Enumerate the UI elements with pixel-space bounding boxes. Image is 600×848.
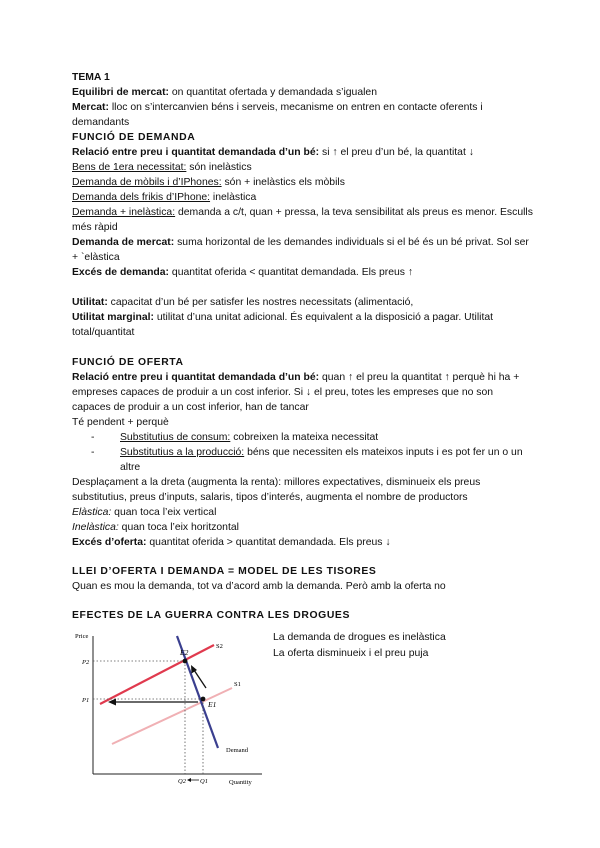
demanda-mercat-label: Demanda de mercat: xyxy=(72,237,175,248)
exces-oferta-paragraph xyxy=(72,535,534,550)
equilibri-label: Equilibri de mercat: xyxy=(72,87,170,98)
substitutius-produccio-text: béns que necessiten els mateixos inputs i es pot fer un o un altre xyxy=(120,447,523,473)
inelastica-oferta-label: Inelàstica: xyxy=(72,522,119,533)
marginal-label: Utilitat marginal: xyxy=(72,312,154,323)
demanda-relacio-text: si ↑ el preu d’un bé, la quantitat ↓ xyxy=(319,147,474,158)
chart-notes xyxy=(273,630,446,662)
marginal-paragraph xyxy=(72,310,534,340)
oferta-heading: FUNCIÓ DE OFERTA xyxy=(72,357,184,368)
demanda-relacio xyxy=(72,145,534,160)
equilibri-text: on quantitat ofertada y demandada s’igualen xyxy=(169,87,377,98)
point-label-e2: E2 xyxy=(180,648,189,657)
oferta-relacio xyxy=(72,370,534,415)
chart-svg xyxy=(72,628,264,790)
frikis-paragraph xyxy=(72,190,534,205)
series-label-s2: S2 xyxy=(216,643,223,650)
substitutius-consum-label: Substitutius de consum: xyxy=(120,432,231,443)
inelastica-paragraph xyxy=(72,205,534,235)
inelastica-label: Demanda + inelàstica: xyxy=(72,207,176,218)
series-label-s1: S1 xyxy=(234,681,241,688)
frikis-label: Demanda dels frikis d’IPhone: xyxy=(72,192,211,203)
spacer xyxy=(72,280,534,295)
x-tick-q2: Q2 xyxy=(178,778,186,785)
utilitat-paragraph xyxy=(72,295,534,310)
mercat-text: lloc on s’intercanvien béns i serveis, mecanisme on entren en contacte oferents i demandants xyxy=(72,102,483,128)
list-item xyxy=(120,445,534,475)
pendent-paragraph: Té pendent + perquè xyxy=(72,417,169,428)
spacer xyxy=(72,340,534,355)
guerra-heading: EFECTES DE LA GUERRA CONTRA LES DROGUES xyxy=(72,610,350,621)
elastica-paragraph xyxy=(72,505,534,520)
mobils-label: Demanda de mòbils i d’IPhones: xyxy=(72,177,222,188)
substitutius-consum-text: cobreixen la mateixa necessitat xyxy=(230,432,379,443)
bens-label: Bens de 1era necessitat: xyxy=(72,162,187,173)
frikis-text: inelàstica xyxy=(210,192,257,203)
q-arrow-head xyxy=(187,778,191,782)
exces-demanda-paragraph xyxy=(72,265,534,280)
oferta-relacio-text: quan ↑ el preu la quantitat ↑ perquè hi ha + empreses capaces de produir a un cost inferior. Si ↓ el preu, totes les empreses que no son capaces de produir a un cost inferior, han de tancar xyxy=(72,372,520,413)
demanda-mercat-paragraph xyxy=(72,235,534,265)
substitutius-list xyxy=(72,430,534,475)
demanda-mercat-text: suma horizontal de les demandes individuals si el bé és un bé privat. Sol ser + `elàstica xyxy=(72,237,529,263)
utilitat-text: capacitat d’un bé per satisfer les nostres necessitats (alimentació, xyxy=(107,297,414,308)
supply-demand-chart xyxy=(72,628,264,790)
series-label-demand: Demand xyxy=(226,747,249,754)
llei-heading: LLEI D’OFERTA I DEMANDA = MODEL DE LES TISORES xyxy=(72,566,377,577)
llei-text: Quan es mou la demanda, tot va d’acord amb la demanda. Però amb la oferta no xyxy=(72,581,446,592)
tema-title: TEMA 1 xyxy=(72,72,110,83)
spacer xyxy=(72,594,534,602)
exces-oferta-text: quantitat oferida > quantitat demandada. Els preus ↓ xyxy=(146,537,391,548)
note-demanda: La demanda de drogues es inelàstica xyxy=(273,632,446,643)
list-item xyxy=(120,430,534,445)
oferta-relacio-label: Relació entre preu i quantitat demandada d’un bé: xyxy=(72,372,320,383)
bens-paragraph xyxy=(72,160,534,175)
equilibri-paragraph xyxy=(72,85,534,100)
equilibrium-point-e2 xyxy=(183,659,188,664)
demanda-relacio-label: Relació entre preu i quantitat demandada d’un bé: xyxy=(72,147,320,158)
y-tick-p2: P2 xyxy=(82,659,90,666)
equilibrium-point-e1 xyxy=(201,697,206,702)
exces-oferta-label: Excés d’oferta: xyxy=(72,537,147,548)
y-axis-label: Price xyxy=(75,633,89,640)
inelastica-text: demanda a c/t, quan + pressa, la teva sensibilitat als preus es menor. Esculls més ràpid xyxy=(72,207,533,233)
document-body xyxy=(72,70,534,623)
exces-demanda-text: quantitat oferida < quantitat demandada. Els preus ↑ xyxy=(169,267,414,278)
demanda-heading: FUNCIÓ DE DEMANDA xyxy=(72,132,196,143)
spacer xyxy=(72,550,534,558)
inelastica-oferta-text: quan toca l’eix horitzontal xyxy=(118,522,239,533)
bens-text: són inelàstics xyxy=(186,162,252,173)
marginal-text: utilitat d’una unitat adicional. És equivalent a la disposició a pagar. Utilitat total/quantitat xyxy=(72,312,494,338)
inelastica-oferta-paragraph xyxy=(72,520,534,535)
elastica-label: Elàstica: xyxy=(72,507,112,518)
utilitat-label: Utilitat: xyxy=(72,297,108,308)
elastica-text: quan toca l’eix vertical xyxy=(111,507,217,518)
mercat-label: Mercat: xyxy=(72,102,109,113)
mercat-paragraph xyxy=(72,100,534,130)
mobils-text: són + inelàstics els mòbils xyxy=(221,177,345,188)
desplacament-paragraph: Desplaçament a la dreta (augmenta la renta): millores expectatives, disminueix els preus substitutius, preus d’inputs, salaris, tipos d’interés, augmenta el nombre de productors xyxy=(72,477,481,503)
point-label-e1: E1 xyxy=(208,700,217,709)
x-tick-q1: Q1 xyxy=(200,778,208,785)
exces-demanda-label: Excés de demanda: xyxy=(72,267,170,278)
mobils-paragraph xyxy=(72,175,534,190)
substitutius-produccio-label: Substitutius a la producció: xyxy=(120,447,245,458)
note-oferta: La oferta disminueix i el preu puja xyxy=(273,648,429,659)
x-axis-label: Quantity xyxy=(229,779,252,786)
y-tick-p1: P1 xyxy=(82,697,90,704)
